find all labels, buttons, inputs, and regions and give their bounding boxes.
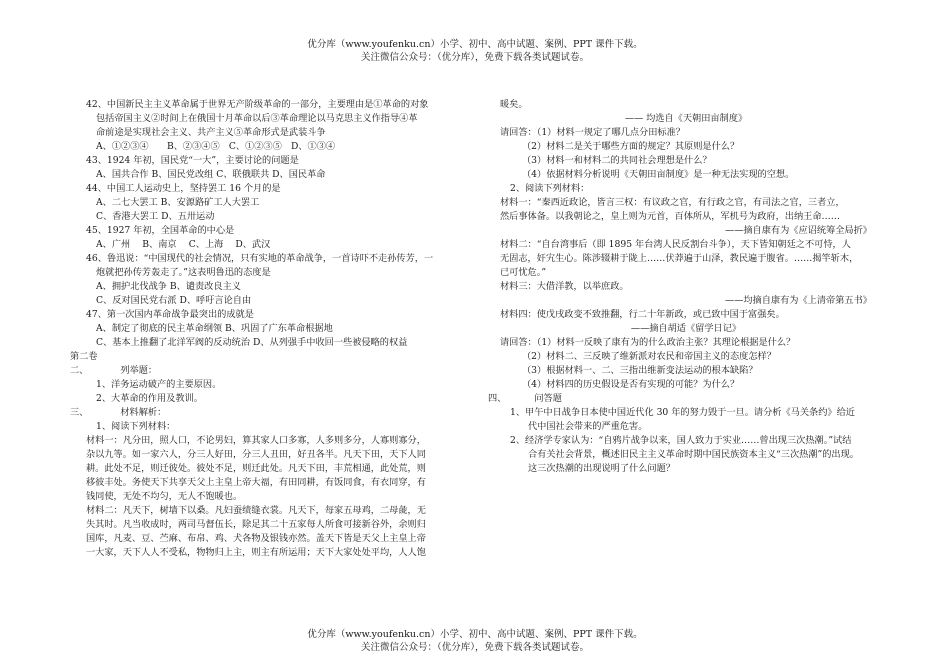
list-item: 1、洋务运动破产的主要原因。 xyxy=(96,379,222,390)
source-citation-1: —— 均选自《天朝田亩制度》 xyxy=(624,113,748,124)
q43-stem: 43、1924 年初，国民党“一大”，主要讨论的问题是 xyxy=(86,155,299,166)
read-instruction-2: 2、阅读下列材料： xyxy=(510,183,590,194)
essay-question-2-line: 合有关社会背景，概述旧民主主义革命时期中国民族资本主义“三次热潮”的出现。 xyxy=(528,449,859,460)
question-subitem: （3）根据材料一、二、三指出维新变法运动的根本缺陷？ xyxy=(522,365,758,376)
material-continuation: 暖矣。 xyxy=(500,99,528,110)
right-column xyxy=(488,98,872,476)
material-two-line: 材料二：“自台湾事后（即 1895 年台湾人民反割台斗争），天下皆知朝廷之不可恃，人 xyxy=(500,239,851,250)
q42-stem: 42、中国新民主主义革命属于世界无产阶级革命的一部分，主要理由是①革命的对象 xyxy=(86,99,429,110)
q47-options-line1: A、制定了彻底的民主革命纲领 B、巩固了广东革命根据地 xyxy=(96,323,333,334)
material-two-line: 无固志，奸宄生心。陈涉辍耕于陇上……伏莽遍于山泽，教民遍于腹省。……揭竿斩木， xyxy=(500,253,859,264)
material-one-line: 耕。此处不足，则迁彼处。彼处不足，则迁此处。凡天下田，丰荒相通，此处荒，则 xyxy=(86,463,426,474)
footer-line-2: 关注微信公众号：（优分库），免费下载各类试题试卷。 xyxy=(360,642,589,653)
material-two-line: 已可忧危。” xyxy=(500,267,547,278)
essay-question-2-line: 这三次热潮的出现说明了什么问题？ xyxy=(528,463,675,474)
material-one-line: 钱同使，无处不均匀，无人不饱暖也。 xyxy=(86,491,243,502)
question-subitem: （4）材料四的历史假设是否有实现的可能？为什么？ xyxy=(522,379,740,390)
essay-question-2-line: 2、经济学专家认为：“自鸦片战争以来，国人致力于实业……曾出现三次热潮。”试结 xyxy=(510,435,852,446)
q46-stem-line2: 炮就把孙传芳轰走了。”这表明鲁迅的态度是 xyxy=(96,267,271,278)
material-one-line: 然后事体备。以我朝论之，皇上则为元首，百体所从，军机号为政府，出纳王命…… xyxy=(500,211,840,222)
section-four-number: 四、 xyxy=(488,393,507,404)
q42-stem-line3: 命前途是实现社会主义、共产主义⑤革命形式是武装斗争 xyxy=(96,127,326,138)
left-column xyxy=(70,98,469,560)
page-footer xyxy=(0,628,950,654)
source-citation-3: ——均摘自康有为《上清帝第五书》 xyxy=(725,295,872,306)
q45-stem: 45、1927 年初，全国革命的中心是 xyxy=(86,225,235,236)
header-line-2: 关注微信公众号：（优分库），免费下载各类试题试卷。 xyxy=(360,52,589,63)
essay-question-1-line: 代中国社会带来的严重危害。 xyxy=(528,421,648,432)
material-two-line: 一大家，天下人人不受私，物物归上主，则主有所运用；天下大家处处平均，人人饱 xyxy=(86,547,426,558)
section-three-heading xyxy=(70,406,469,420)
section-three-title: 材料解析： xyxy=(120,407,167,418)
header-line-1: 优分库（www.youfenku.cn）小学、初中、高中试题、案例、PPT 课件下载。 xyxy=(307,39,643,50)
question-subitem: （2）材料二、三反映了维新派对农民和帝国主义的态度怎样？ xyxy=(522,351,776,362)
q44-options-line1: A、二七大罢工 B、安源路矿工人大罢工 xyxy=(96,197,260,208)
source-citation-4: ——摘自胡适《留学日记》 xyxy=(630,323,742,334)
essay-question-1-line: 1、甲午中日战争日本使中国近代化 30 年的努力毁于一旦。请分析《马关条约》给近 xyxy=(510,407,855,418)
question-prompt-1: 请回答：（1）材料一规定了哪几点分田标准？ xyxy=(500,127,685,138)
volume-two-heading: 第二卷 xyxy=(70,351,98,362)
question-subitem: （4）依据材料分析说明《天朝田亩制度》是一种无法实现的空想。 xyxy=(522,169,795,180)
section-four-heading xyxy=(488,392,872,406)
q46-stem: 46、鲁迅说：“中国现代的社会情况，只有实地的革命战争，一首诗吓不走孙传芳，一 xyxy=(86,253,434,264)
material-one-line: 材料一：“秦西近政论，皆言三权：有议政之官，有行政之官，有司法之官，三者立， xyxy=(500,197,845,208)
material-one-line: 材料一：凡分田，照人口，不论男妇，算其家人口多寡，人多则多分，人寡则寡分， xyxy=(86,435,426,446)
q46-options-line1: A、拥护北伐战争 B、谴责改良主义 xyxy=(96,281,241,292)
material-two-line: 材料二：凡天下，树墙下以桑。凡妇蚕绩缝衣裳。凡天下，每家五母鸡，二母彘，无 xyxy=(86,505,426,516)
question-subitem: （3）材料一和材料二的共同社会理想是什么？ xyxy=(522,155,712,166)
question-subitem: （2）材料二是关于哪些方面的规定？其原则是什么？ xyxy=(522,141,740,152)
material-two-line: 失其时。凡当收成时，两司马督伍长，除足其二十五家每人所食可接新谷外，余则归 xyxy=(86,519,426,530)
material-three: 材料三：大借洋教，以举庶政。 xyxy=(500,281,629,292)
section-four-title: 问答题 xyxy=(534,393,562,404)
q47-stem: 47、第一次国内革命战争最突出的成就是 xyxy=(86,309,254,320)
material-two-line: 国库，凡麦、豆、苎麻、布帛、鸡、犬各物及银钱亦然。盖天下皆是天父上主皇上帝 xyxy=(86,533,426,544)
material-one-line: 杂以九等。如一家六人，分三人好田，分三人丑田，好丑各半。凡天下田，天下人同 xyxy=(86,449,426,460)
q46-options-line2: C、反对国民党右派 D、呼吁言论自由 xyxy=(96,295,252,306)
q43-options: A、国共合作 B、国民党改组 C、联俄联共 D、国民革命 xyxy=(96,169,326,180)
footer-line-1: 优分库（www.youfenku.cn）小学、初中、高中试题、案例、PPT 课件下载。 xyxy=(307,629,643,640)
question-prompt-2: 请回答：（1）材料一反映了康有为的什么政治主张？其理论根据是什么？ xyxy=(500,337,796,348)
source-citation-2: ——摘自康有为《应诏统筹全局折》 xyxy=(725,225,872,236)
material-one-line: 移彼丰处。务使天下共享天父上主皇上帝大福，有田同耕，有饭同食，有衣同穿，有 xyxy=(86,477,426,488)
q45-options: A、广州 B、南京 C、上海 D、武汉 xyxy=(96,239,271,250)
q42-stem-line2: 包括帝国主义②时间上在俄国十月革命以后③革命理论以马克思主义作指导④革 xyxy=(96,113,418,124)
q47-options-line2: C、基本上推翻了北洋军阀的反动统治 D、从列强手中收回一些被侵略的权益 xyxy=(96,337,408,348)
q44-options-line2: C、香港大罢工 D、五卅运动 xyxy=(96,211,215,222)
list-item: 2、大革命的作用及教训。 xyxy=(96,393,203,404)
q42-options: A、①②③④ B、②③④⑤ C、①②③⑤ D、①③④ xyxy=(96,141,336,152)
section-two-number: 二、 xyxy=(70,365,89,376)
section-two-heading xyxy=(70,364,469,378)
q44-stem: 44、中国工人运动史上，坚持罢工 16 个月的是 xyxy=(86,183,281,194)
page-header xyxy=(0,38,950,64)
read-instruction-1: 1、阅读下列材料： xyxy=(96,421,176,432)
section-three-number: 三、 xyxy=(70,407,89,418)
material-four: 材料四：使戊戌政变不致推翻，行二十年新政，或已致中国于富强矣。 xyxy=(500,309,785,320)
section-two-title: 列举题： xyxy=(120,365,158,376)
